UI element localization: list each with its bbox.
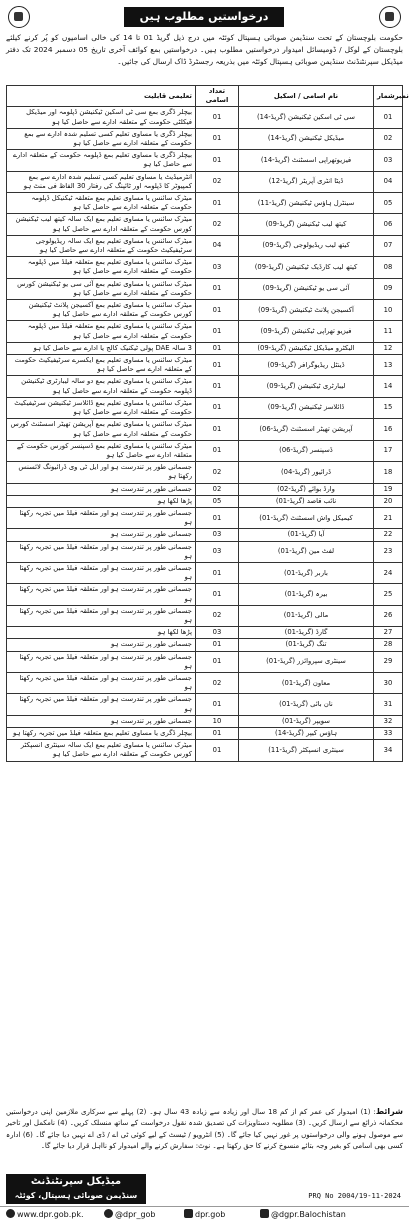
row-serial-no: 01	[374, 107, 403, 128]
vacancies-table-wrap	[6, 85, 409, 762]
row-post-name: ڈینٹل ریڈیوگرافر (گریڈ-09)	[239, 355, 374, 376]
header-qualification: تعلیمی قابلیت	[7, 86, 196, 107]
footer-bar	[0, 1206, 409, 1223]
row-qualification: میٹرک سائنس یا مساوی تعلیم بمع ایک سالہ ریڈیولوجی سرٹیفیکیٹ حکومت کے متعلقہ ادارے سے حاصل کیا ہو	[7, 235, 196, 256]
row-post-name: آپریشن تھیٹر اسسٹنٹ (گریڈ-06)	[239, 419, 374, 440]
row-serial-no: 19	[374, 483, 403, 495]
table-row	[7, 171, 403, 192]
table-row	[7, 507, 403, 528]
row-qualification: جسمانی طور پر تندرست ہو	[7, 529, 196, 541]
row-quantity: 01	[196, 128, 239, 149]
row-post-name: لفٹ مین (گریڈ-01)	[239, 541, 374, 562]
row-quantity: 02	[196, 672, 239, 693]
row-post-name: تنگ (گریڈ-01)	[239, 639, 374, 651]
table-row	[7, 562, 403, 583]
row-serial-no: 22	[374, 529, 403, 541]
row-qualification: میٹرک سائنس یا مساوی تعلیم بمع متعلقہ فیلڈ میں ڈپلومہ حکومت کے متعلقہ ادارے سے حاصل کیا ہو	[7, 321, 196, 342]
row-post-name: میڈیکل ٹیکنیشن (گریڈ-14)	[239, 128, 374, 149]
row-qualification: میٹرک سائنس یا مساوی تعلیم بمع ایک سالہ کیتھ لیب ٹیکنیشن کورس حکومت کے متعلقہ ادارے سے حاصل کیا ہو	[7, 214, 196, 235]
row-serial-no: 05	[374, 193, 403, 214]
row-quantity: 01	[196, 193, 239, 214]
row-qualification: جسمانی طور پر تندرست ہو اور متعلقہ فیلڈ میں تجربہ رکھتا ہو	[7, 651, 196, 672]
table-row	[7, 605, 403, 626]
twitter-icon	[104, 1209, 113, 1218]
row-serial-no: 04	[374, 171, 403, 192]
row-quantity: 01	[196, 562, 239, 583]
table-row	[7, 440, 403, 461]
row-quantity: 05	[196, 495, 239, 507]
row-quantity: 02	[196, 171, 239, 192]
table-row	[7, 727, 403, 739]
row-qualification: میٹرک سائنس یا مساوی تعلیم بمع ڈائلاسز ٹیکنیشن سرٹیفیکیٹ حکومت کے متعلقہ ادارے سے حاصل کیا ہو	[7, 397, 196, 418]
row-post-name: بیرہ (گریڈ-01)	[239, 584, 374, 605]
row-serial-no: 07	[374, 235, 403, 256]
row-quantity: 02	[196, 483, 239, 495]
table-row	[7, 214, 403, 235]
row-serial-no: 16	[374, 419, 403, 440]
table-row	[7, 740, 403, 761]
row-qualification: میٹرک سائنس یا مساوی تعلیم بمع آئی سی یو ٹیکنیشن کورس حکومت کے متعلقہ ادارے سے حاصل کیا ہو	[7, 278, 196, 299]
row-post-name: فیزیوتھراپی اسسٹنٹ (گریڈ-14)	[239, 150, 374, 171]
row-qualification: میٹرک سائنس یا مساوی تعلیم بمع آپریشن تھیٹر اسسٹنٹ کورس حکومت کے متعلقہ ادارے سے حاصل کیا ہو	[7, 419, 196, 440]
row-quantity: 04	[196, 235, 239, 256]
row-serial-no: 31	[374, 694, 403, 715]
table-row	[7, 627, 403, 639]
row-qualification: جسمانی طور پر تندرست ہو	[7, 639, 196, 651]
instagram-icon	[184, 1209, 193, 1218]
row-post-name: ہاؤس کیپر (گریڈ-14)	[239, 727, 374, 739]
table-row	[7, 495, 403, 507]
row-post-name: الیکٹرو میڈیکل ٹیکنیشن (گریڈ-09)	[239, 342, 374, 354]
row-serial-no: 21	[374, 507, 403, 528]
table-row	[7, 257, 403, 278]
row-quantity: 01	[196, 694, 239, 715]
row-quantity: 01	[196, 727, 239, 739]
table-row	[7, 397, 403, 418]
table-row	[7, 651, 403, 672]
government-emblem-icon	[379, 6, 401, 28]
footer-facebook[interactable]	[260, 1207, 346, 1222]
row-serial-no: 12	[374, 342, 403, 354]
row-serial-no: 32	[374, 715, 403, 727]
table-row	[7, 541, 403, 562]
row-qualification: جسمانی طور پر تندرست ہو اور متعلقہ فیلڈ میں تجربہ رکھتا ہو	[7, 541, 196, 562]
row-serial-no: 18	[374, 462, 403, 483]
table-row	[7, 235, 403, 256]
row-post-name: سویپر (گریڈ-01)	[239, 715, 374, 727]
prq-number: PRQ No 2004/19-11-2024	[308, 1192, 401, 1200]
row-qualification: بیچلر ڈگری بمع سی ٹی اسکین ٹیکنیشن ڈپلومہ اور میڈیکل فیکلٹی حکومت کے متعلقہ ادارے سے حاصل کیا ہو	[7, 107, 196, 128]
row-post-name: آیا (گریڈ-01)	[239, 529, 374, 541]
row-qualification: میٹرک سائنس یا مساوی تعلیم بمع آکسیجن پلانٹ ٹیکنیشن کورس حکومت کے متعلقہ ادارے سے حاصل کیا ہو	[7, 300, 196, 321]
ad-header	[4, 4, 405, 30]
row-post-name: گارڈ (گریڈ-01)	[239, 627, 374, 639]
table-row	[7, 128, 403, 149]
row-post-name: سینٹری انسپکٹر (گریڈ-11)	[239, 740, 374, 761]
footer-twitter[interactable]	[104, 1207, 156, 1222]
table-row	[7, 278, 403, 299]
instagram-text: dpr.gob	[195, 1210, 226, 1219]
row-quantity: 01	[196, 107, 239, 128]
header-quantity: تعداد اسامی	[196, 86, 239, 107]
row-qualification: پڑھا لکھا ہو	[7, 495, 196, 507]
table-row	[7, 150, 403, 171]
hospital-logo-icon	[8, 6, 30, 28]
row-post-name: ڈیٹا انٹری آپریٹر (گریڈ-12)	[239, 171, 374, 192]
row-serial-no: 28	[374, 639, 403, 651]
row-qualification: جسمانی طور پر تندرست ہو اور متعلقہ فیلڈ میں تجربہ رکھتا ہو	[7, 562, 196, 583]
row-serial-no: 29	[374, 651, 403, 672]
row-quantity: 01	[196, 150, 239, 171]
row-post-name: نان بائی (گریڈ-01)	[239, 694, 374, 715]
row-serial-no: 23	[374, 541, 403, 562]
footer-website[interactable]	[6, 1207, 84, 1222]
table-row	[7, 193, 403, 214]
row-qualification: جسمانی طور پر تندرست ہو اور متعلقہ فیلڈ میں تجربہ رکھتا ہو	[7, 605, 196, 626]
row-quantity: 01	[196, 584, 239, 605]
row-quantity: 01	[196, 419, 239, 440]
website-text: www.dpr.gob.pk.	[17, 1210, 84, 1219]
row-post-name: وارڈ بوائے (گریڈ-02)	[239, 483, 374, 495]
row-serial-no: 06	[374, 214, 403, 235]
row-quantity: 03	[196, 257, 239, 278]
table-row	[7, 462, 403, 483]
row-quantity: 01	[196, 397, 239, 418]
row-serial-no: 25	[374, 584, 403, 605]
vacancies-table-body	[7, 107, 403, 761]
row-post-name: سی ٹی اسکین ٹیکنیشن (گریڈ-14)	[239, 107, 374, 128]
signature-title: میڈیکل سپرنٹنڈنٹ	[30, 1176, 122, 1187]
row-serial-no: 24	[374, 562, 403, 583]
row-quantity: 01	[196, 355, 239, 376]
row-quantity: 01	[196, 507, 239, 528]
row-quantity: 01	[196, 278, 239, 299]
table-row	[7, 107, 403, 128]
row-quantity: 01	[196, 651, 239, 672]
row-quantity: 01	[196, 321, 239, 342]
table-row	[7, 639, 403, 651]
table-row	[7, 584, 403, 605]
row-qualification: جسمانی طور پر تندرست ہو اور متعلقہ فیلڈ میں تجربہ رکھتا ہو	[7, 672, 196, 693]
facebook-text: @dgpr.Balochistan	[271, 1210, 346, 1219]
row-serial-no: 13	[374, 355, 403, 376]
footer-instagram[interactable]	[184, 1207, 225, 1222]
row-post-name: لیبارٹری ٹیکنیشن (گریڈ-09)	[239, 376, 374, 397]
conditions-section: شرائط: (1) امیدوار کی عمر کم از کم 18 سال اور زیادہ سے زیادہ 43 سال ہو۔ (2) پہلے سے سرکاری ملازمین اپنی درخواستیں محکمانہ ذرائع سے ارسال کریں۔ (3) مطلوبہ دستاویزات کی تصدیق شدہ نقول درخواست کے ساتھ منسلک کریں۔ (4) نامکمل اور تاخیر سے موصول ہونے والی درخواستوں پر غور نہیں کیا جائے گا۔ (5) انٹرویو / ٹیسٹ کے لیے کوئی ٹی اے / ڈی اے نہیں دیا جائے گا۔ (6) ادارہ کسی بھی اسامی کو بغیر وجہ بتائے منسوخ کرنے کا حق رکھتا ہے۔ نوٹ: سفارش کرنے والے امیدوار کو نااہل قرار دیا جائے گا۔	[6, 1107, 404, 1151]
row-serial-no: 34	[374, 740, 403, 761]
facebook-icon	[260, 1209, 269, 1218]
table-row	[7, 419, 403, 440]
row-qualification: میٹرک سائنس یا مساوی تعلیم بمع متعلقہ فیلڈ میں ڈپلومہ حکومت کے متعلقہ ادارے سے حاصل کیا ہو	[7, 257, 196, 278]
vacancies-table	[6, 85, 409, 762]
row-post-name: مالی (گریڈ-01)	[239, 605, 374, 626]
row-qualification: جسمانی طور پر تندرست ہو اور متعلقہ فیلڈ میں تجربہ رکھتا ہو	[7, 694, 196, 715]
row-qualification: میٹرک سائنس یا مساوی تعلیم بمع ڈسپنسر کورس حکومت کے متعلقہ ادارے سے حاصل کیا ہو	[7, 440, 196, 461]
row-qualification: جسمانی طور پر تندرست ہو	[7, 715, 196, 727]
row-quantity: 01	[196, 639, 239, 651]
globe-icon	[6, 1209, 15, 1218]
row-qualification: میٹرک سائنس یا مساوی تعلیم بمع ایک سالہ سینٹری انسپکٹر کورس حکومت کے متعلقہ ادارے سے حاصل کیا ہو	[7, 740, 196, 761]
row-serial-no: 09	[374, 278, 403, 299]
row-quantity: 02	[196, 214, 239, 235]
row-quantity: 01	[196, 740, 239, 761]
row-post-name: نائب قاصد (گریڈ-01)	[239, 495, 374, 507]
row-qualification: 3 سالہ DAE پولی ٹیکنیک کالج یا ادارے سے حاصل کیا ہو	[7, 342, 196, 354]
row-qualification: جسمانی طور پر تندرست ہو اور ایل ٹی وی ڈرائیونگ لائسنس رکھتا ہو	[7, 462, 196, 483]
row-post-name: آکسیجن پلانٹ ٹیکنیشن (گریڈ-09)	[239, 300, 374, 321]
row-serial-no: 11	[374, 321, 403, 342]
row-serial-no: 14	[374, 376, 403, 397]
row-serial-no: 27	[374, 627, 403, 639]
row-quantity: 01	[196, 440, 239, 461]
row-quantity: 03	[196, 529, 239, 541]
row-qualification: بیچلر ڈگری یا مساوی تعلیم بمع ڈپلومہ حکومت کے متعلقہ ادارے سے حاصل کیا ہو	[7, 150, 196, 171]
header-serial-no: نمبرشمار	[374, 86, 403, 107]
row-post-name: معاون (گریڈ-01)	[239, 672, 374, 693]
header-post-name: نام اسامی / اسکیل	[239, 86, 374, 107]
signature-subtitle: سنڈیمن صوبائی ہسپتال، کوئٹہ	[14, 1191, 138, 1200]
row-post-name: آئی سی یو ٹیکنیشن (گریڈ-09)	[239, 278, 374, 299]
row-quantity: 01	[196, 376, 239, 397]
row-post-name: ڈسپنسر (گریڈ-06)	[239, 440, 374, 461]
table-header-row	[7, 86, 403, 107]
row-quantity: 10	[196, 715, 239, 727]
table-row	[7, 529, 403, 541]
row-qualification: انٹرمیڈیٹ یا مساوی تعلیم کسی تسلیم شدہ ادارے سے بمع کمپیوٹر کا ڈپلومہ اور ٹائپنگ کی رفتار 30 الفاظ فی منٹ ہو	[7, 171, 196, 192]
table-row	[7, 694, 403, 715]
table-row	[7, 672, 403, 693]
row-qualification: جسمانی طور پر تندرست ہو اور متعلقہ فیلڈ میں تجربہ رکھتا ہو	[7, 507, 196, 528]
row-post-name: فیزیو تھراپی ٹیکنیشن (گریڈ-09)	[239, 321, 374, 342]
row-quantity: 03	[196, 627, 239, 639]
ad-title: درخواستیں مطلوب ہیں	[124, 7, 284, 27]
row-serial-no: 15	[374, 397, 403, 418]
row-post-name: کیتھ لیب ریڈیولوجی (گریڈ-09)	[239, 235, 374, 256]
conditions-text: (1) امیدوار کی عمر کم از کم 18 سال اور زیادہ سے زیادہ 43 سال ہو۔ (2) پہلے سے سرکاری ملازمین اپنی درخواستیں محکمانہ ذرائع سے ارسال کریں۔ (3) مطلوبہ دستاویزات کی تصدیق شدہ نقول درخواست کے ساتھ منسلک کریں۔ (4) نامکمل اور تاخیر سے موصول ہونے والی درخواستوں پر غور نہیں کیا جائے گا۔ (5) انٹرویو / ٹیسٹ کے لیے کوئی ٹی اے / ڈی اے نہیں دیا جائے گا۔ (6) ادارہ کسی بھی اسامی کو بغیر وجہ بتائے منسوخ کرنے کا حق رکھتا ہے۔ نوٹ: سفارش کرنے والے امیدوار کو نااہل قرار دیا جائے گا۔	[6, 1108, 403, 1151]
table-row	[7, 342, 403, 354]
twitter-text: @dpr_gob	[115, 1210, 156, 1219]
row-quantity: 02	[196, 605, 239, 626]
row-quantity: 03	[196, 541, 239, 562]
row-serial-no: 10	[374, 300, 403, 321]
row-post-name: سینٹری سپروائزر (گریڈ-01)	[239, 651, 374, 672]
row-qualification: جسمانی طور پر تندرست ہو	[7, 483, 196, 495]
row-serial-no: 02	[374, 128, 403, 149]
row-serial-no: 17	[374, 440, 403, 461]
row-quantity: 02	[196, 462, 239, 483]
row-post-name: کیتھ لیب کارڈیک ٹیکنیشن (گریڈ-09)	[239, 257, 374, 278]
row-qualification: میٹرک سائنس یا مساوی تعلیم بمع دو سالہ لیبارٹری ٹیکنیشن ڈپلومہ حکومت کے متعلقہ ادارے سے حاصل کیا ہو	[7, 376, 196, 397]
row-qualification: پڑھا لکھا ہو	[7, 627, 196, 639]
signature-block	[6, 1174, 146, 1204]
row-serial-no: 30	[374, 672, 403, 693]
row-qualification: بیچلر ڈگری یا مساوی تعلیم کسی تسلیم شدہ ادارے سے بمع حکومت کے متعلقہ ادارے سے حاصل کیا ہو	[7, 128, 196, 149]
table-row	[7, 355, 403, 376]
row-serial-no: 08	[374, 257, 403, 278]
table-row	[7, 376, 403, 397]
row-post-name: ڈرائیور (گریڈ-04)	[239, 462, 374, 483]
row-serial-no: 26	[374, 605, 403, 626]
row-serial-no: 33	[374, 727, 403, 739]
table-row	[7, 321, 403, 342]
row-post-name: باربر (گریڈ-01)	[239, 562, 374, 583]
conditions-label: شرائط	[375, 1107, 404, 1116]
table-row	[7, 483, 403, 495]
table-row	[7, 715, 403, 727]
row-post-name: کیتھ لیب ٹیکنیشن (گریڈ-09)	[239, 214, 374, 235]
row-qualification: میٹرک سائنس یا مساوی تعلیم بمع متعلقہ ٹیکنیکل ڈپلومہ حکومت کے متعلقہ ادارے سے حاصل کیا ہو	[7, 193, 196, 214]
intro-paragraph: حکومت بلوچستان کے تحت سنڈیمن صوبائی ہسپتال کوئٹہ میں درج ذیل گریڈ 01 تا 14 کی خالی اسامیوں کو پُر کرنے کیلئے بلوچستان کے لوکل / ڈومیسائل امیدوار درخواستیں مطلوب ہیں۔ درخواستیں بمع کوائف آخری تاریخ 05 دسمبر 2024 تک دفتر میڈیکل سپرنٹنڈنٹ سنڈیمن صوبائی ہسپتال کوئٹہ میں بذریعہ رجسٹرڈ ڈاک ارسال کی جائیں۔	[6, 33, 403, 67]
row-qualification: جسمانی طور پر تندرست ہو اور متعلقہ فیلڈ میں تجربہ رکھتا ہو	[7, 584, 196, 605]
row-serial-no: 03	[374, 150, 403, 171]
row-quantity: 01	[196, 300, 239, 321]
row-qualification: بیچلر ڈگری یا مساوی تعلیم بمع متعلقہ فیلڈ میں تجربہ رکھتا ہو	[7, 727, 196, 739]
row-qualification: میٹرک سائنس یا مساوی تعلیم بمع ایکسرے سرٹیفیکیٹ حکومت کے متعلقہ ادارے سے حاصل کیا ہو	[7, 355, 196, 376]
table-row	[7, 300, 403, 321]
row-post-name: ڈائلاسز ٹیکنیشن (گریڈ-09)	[239, 397, 374, 418]
row-quantity: 01	[196, 342, 239, 354]
row-post-name: سینٹرل ہاؤس ٹیکنیشن (گریڈ-11)	[239, 193, 374, 214]
row-serial-no: 20	[374, 495, 403, 507]
row-post-name: کیمیکل واش اسسٹنٹ (گریڈ-01)	[239, 507, 374, 528]
